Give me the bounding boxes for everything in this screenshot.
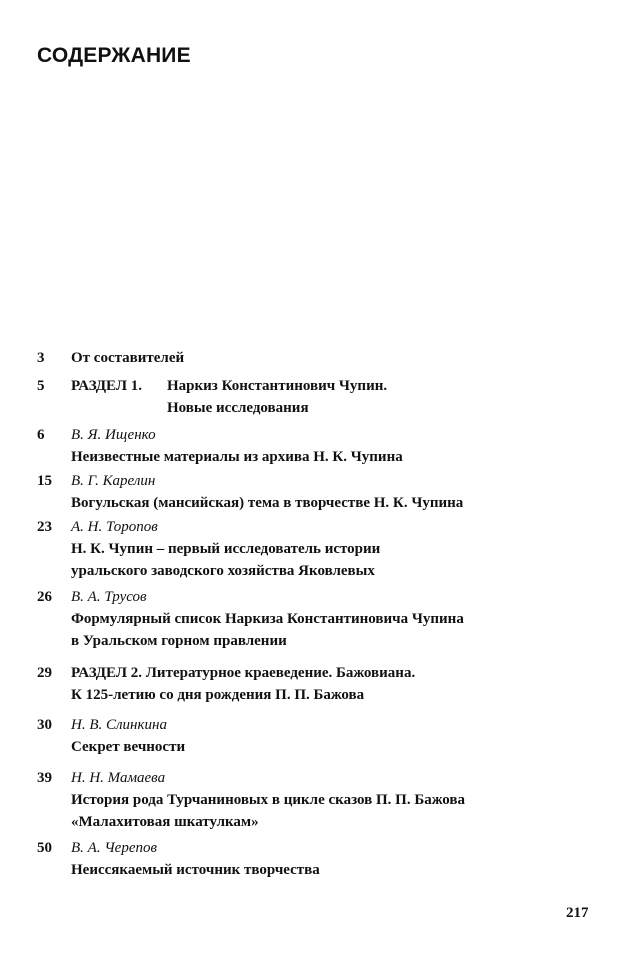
toc-entry-title: Вогульская (мансийская) тема в творчестве Н. К. Чупина xyxy=(71,495,464,511)
toc-page-number: 26 xyxy=(37,589,52,605)
toc-entry-text xyxy=(71,375,591,419)
toc-section-title: Наркиз Константинович Чупин. xyxy=(167,378,388,394)
toc-page-number: 6 xyxy=(37,427,45,443)
toc-author: В. Г. Карелин xyxy=(71,473,156,489)
contents-heading: СОДЕРЖАНИЕ xyxy=(37,44,191,67)
toc-entry-text xyxy=(71,347,591,369)
toc-entry-title: Неизвестные материалы из архива Н. К. Чупина xyxy=(71,449,403,465)
toc-entry-title: История рода Турчаниновых в цикле сказов П. П. Бажова xyxy=(71,792,465,808)
toc-entry-text xyxy=(71,662,591,706)
toc-section-label: РАЗДЕЛ 1. xyxy=(71,378,143,394)
toc-author: В. Я. Ищенко xyxy=(71,427,156,443)
toc-entry-text xyxy=(71,424,591,468)
toc-entry-title: Формулярный список Наркиза Константиновича Чупина xyxy=(71,611,464,627)
toc-entry-title: От составителей xyxy=(71,350,185,366)
toc-page-number: 5 xyxy=(37,378,45,394)
toc-entry-text xyxy=(71,837,591,881)
toc-entry-title: Секрет вечности xyxy=(71,739,186,755)
toc-entry-text xyxy=(71,470,591,514)
toc-author: А. Н. Торопов xyxy=(71,519,158,535)
toc-author: В. А. Черепов xyxy=(71,840,157,856)
toc-page-number: 29 xyxy=(37,665,52,681)
page-number: 217 xyxy=(566,905,589,921)
toc-entry-text xyxy=(71,767,591,833)
toc-entry-title-continued: уральского заводского хозяйства Яковлевых xyxy=(71,563,375,579)
toc-entry-title-continued: в Уральском горном правлении xyxy=(71,633,287,649)
toc-section-row xyxy=(71,375,591,397)
toc-section-title: РАЗДЕЛ 2. Литературное краеведение. Бажовиана. xyxy=(71,665,416,681)
toc-entry-text xyxy=(71,714,591,758)
toc-page-number: 3 xyxy=(37,350,45,366)
toc-entry-text xyxy=(71,586,591,652)
toc-author: Н. В. Слинкина xyxy=(71,717,167,733)
toc-entry-text xyxy=(71,516,591,582)
toc-entry-title: Н. К. Чупин – первый исследователь истории xyxy=(71,541,381,557)
toc-section-title-continued: Новые исследования xyxy=(167,400,309,416)
toc-section-title-continued: К 125-летию со дня рождения П. П. Бажова xyxy=(71,687,365,703)
toc-page-number: 39 xyxy=(37,770,52,786)
toc-page-number: 15 xyxy=(37,473,52,489)
toc-page-number: 30 xyxy=(37,717,52,733)
toc-entry-title: Неиссякаемый источник творчества xyxy=(71,862,320,878)
toc-author: Н. Н. Мамаева xyxy=(71,770,166,786)
toc-author: В. А. Трусов xyxy=(71,589,147,605)
toc-page-number: 50 xyxy=(37,840,52,856)
toc-page-number: 23 xyxy=(37,519,52,535)
toc-entry-title-continued: «Малахитовая шкатулкам» xyxy=(71,814,259,830)
